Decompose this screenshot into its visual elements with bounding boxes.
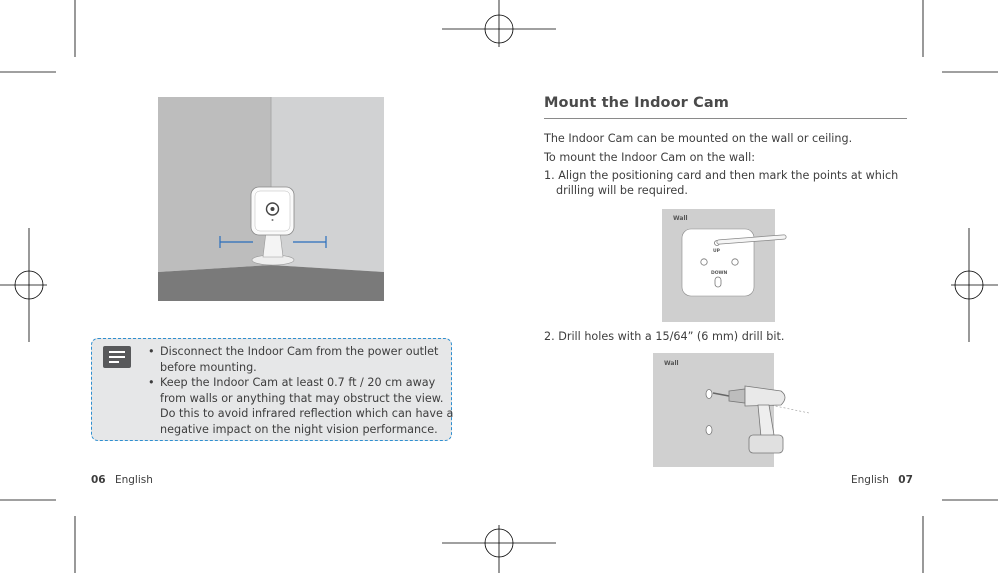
note-bullet-2-line-3: Do this to avoid infrared reflection which can have a [160,407,454,421]
step-2-text: 2. Drill holes with a 15/64” (6 mm) drill bit. [544,330,785,343]
note-bullet-2-line-2: from walls or anything that may obstruct the view. [160,391,444,405]
page-number-left: 06 [91,474,106,486]
registration-mark-bottom [442,525,556,573]
wall-label-2: Wall [664,360,679,367]
intro-text-2: To mount the Indoor Cam on the wall: [544,151,755,164]
corner-camera-illustration [158,97,384,301]
note-bullet-1-line-2: before mounting. [160,360,257,374]
drill-illustration [653,353,813,468]
note-bullet-1-line-1: Disconnect the Indoor Cam from the power outlet [160,345,439,358]
positioning-card-illustration [662,209,790,323]
note-bullet-2-line-4: negative impact on the night vision performance. [160,422,438,436]
footer-right [851,474,913,486]
registration-mark-left [0,228,47,342]
title-divider [544,118,907,119]
registration-mark-right [951,228,998,342]
intro-text-1: The Indoor Cam can be mounted on the wall or ceiling. [544,132,853,145]
registration-mark-top [442,0,556,47]
footer-language-right: English [851,474,889,486]
note-bullet-2-line-1: Keep the Indoor Cam at least 0.7 ft / 20 cm away [160,376,436,389]
footer-language-left: English [114,474,153,486]
note-icon [103,346,131,368]
wall-label-1: Wall [673,215,688,222]
page-title: Mount the Indoor Cam [544,95,729,111]
bullet-marker: • [148,345,155,358]
page-number-right: 07 [898,474,913,486]
step-1-line-1: 1. Align the positioning card and then mark the points at which [544,169,899,182]
bullet-marker: • [148,376,155,389]
step-1-line-2: drilling will be required. [556,184,688,197]
footer-left [91,474,153,486]
card-up-label: UP [713,249,720,254]
card-down-label: DOWN [711,271,728,276]
